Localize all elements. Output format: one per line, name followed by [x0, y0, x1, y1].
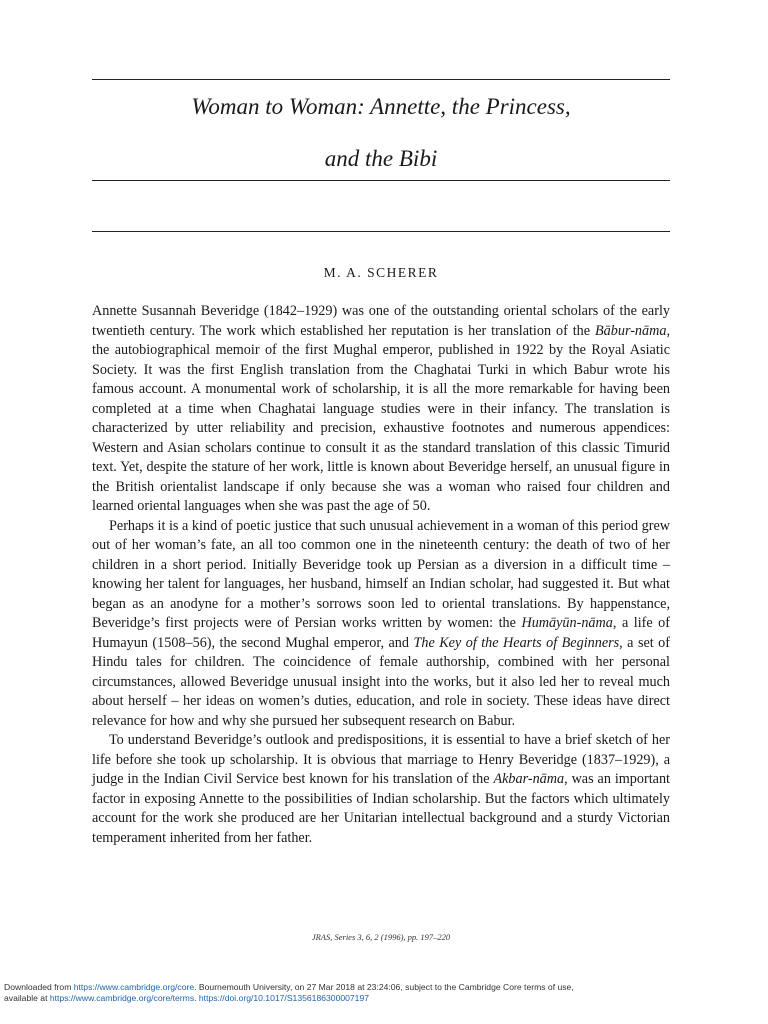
text-segment: To understand Beveridge’s outlook and predispositions, it is essential to have a brief sketch of her life before she took up scholarship. It is obvious that marriage to Henry Beveridge (1837–1929), a judge in the Indian Civil Service best known for his translation of the — [92, 732, 670, 787]
italic-title: The Key of the Hearts of Beginners — [413, 634, 620, 651]
text-segment: , the autobiographical memoir of the first Mughal emperor, published in 1922 by the Royal Asiatic Society. It was the first English translation from the Chaghatai Turki in which Babur wrote his famous account. A monumental work of scholarship, it is all the more remarkable for having been completed at a time when Chaghatai language studies were in their infancy. The translation is characterized by utter reliability and precision, exhaustive footnotes and numerous appendices: Western and Asian scholars continue to consult it as the standard translation of this classic Timurid text. Yet, despite the stature of her work, little is known about Beveridge herself, an unusual figure in the British orientalist landscape if only because she was a woman who raised four children and learned oriental languages when she was past the age of 50. — [92, 322, 670, 514]
doi-link[interactable]: https://doi.org/10.1017/S1356186300007197 — [198, 993, 370, 1003]
top-rule — [92, 79, 670, 80]
footer-separator: . — [194, 993, 199, 1003]
body-paragraph — [92, 302, 670, 517]
italic-title: Humāyūn-nāma — [521, 615, 613, 631]
article-title-line-2: and the Bibi — [324, 146, 438, 171]
title-bottom-rule — [92, 180, 670, 181]
author-name: M. A. SCHERER — [323, 265, 439, 280]
text-segment: , was an important factor in exposing Annette to the possibilities of Indian scholarship. But the factors which ultimately account for the work she produced are her Unitarian intellectual background and a sturdy Victorian temperament inherited from her father. — [92, 771, 670, 846]
text-segment: Perhaps it is a kind of poetic justice that such unusual achievement in a woman of this period grew out of her woman’s fate, an all too common one in the nineteenth century: the death of two of her children in a short period. Initially Beveridge took up Persian as a diversion in a difficult time – knowing her talent for languages, her husband, himself an Indian scholar, had suggested it. But what began as an anodyne for a mother’s sorrows soon led to oriental translations. By happenstance, Beveridge’s first projects were of Persian works written by women: the — [92, 517, 670, 631]
cambridge-core-link[interactable]: https://www.cambridge.org/core — [73, 982, 195, 992]
terms-link[interactable]: https://www.cambridge.org/core/terms — [49, 993, 195, 1003]
journal-citation: JRAS, Series 3, 6, 2 (1996), pp. 197–220 — [311, 932, 451, 942]
section-rule — [92, 231, 670, 232]
text-segment: , a set of Hindu tales for children. The coincidence of female authorship, combined with her personal circumstances, allowed Beveridge unusual insight into the works, but it also led her to reveal much about herself – her ideas on women’s duties, education, and role in society. These ideas have direct relevance for how and why she pursued her subsequent research on Babur. — [92, 634, 670, 729]
footer-line2-prefix: available at — [4, 993, 50, 1003]
text-segment: , a life of Humayun (1508–56), the second Mughal emperor, and — [92, 615, 670, 651]
article-title-line-1: Woman to Woman: Annette, the Princess, — [191, 94, 571, 119]
text-segment: Annette Susannah Beveridge (1842–1929) was one of the outstanding oriental scholars of the early twentieth century. The work which established her reputation is her translation of the — [92, 303, 670, 339]
italic-title: Akbar-nāma — [493, 771, 565, 787]
download-footer — [4, 982, 764, 1004]
body-paragraph — [92, 731, 670, 848]
footer-prefix: Downloaded from — [4, 982, 74, 992]
italic-title: Bābur-nāma — [595, 322, 667, 339]
body-paragraph — [92, 517, 670, 732]
footer-middle: . Bournemouth University, on 27 Mar 2018 at 23:24:06, subject to the Cambridge Core terms of use, — [194, 982, 574, 992]
article-body — [92, 302, 670, 848]
